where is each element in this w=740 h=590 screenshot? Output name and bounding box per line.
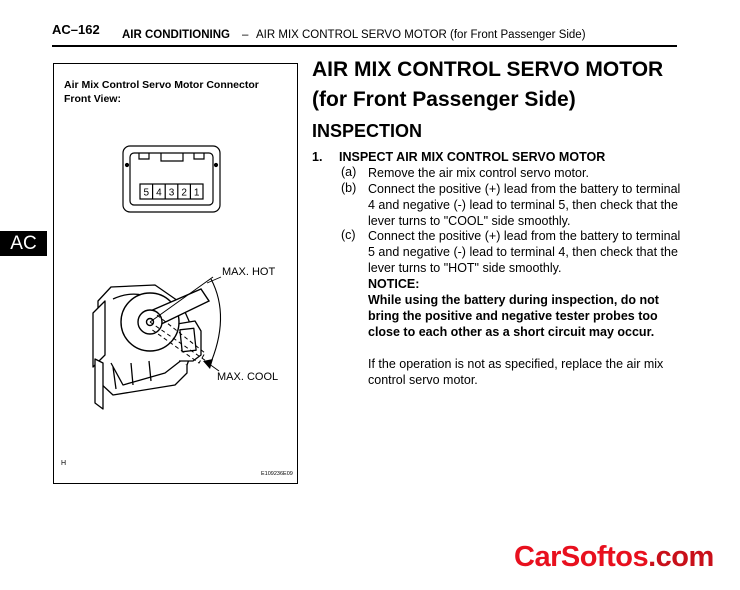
final-instruction: If the operation is not as specified, replace the air mix control servo motor. xyxy=(368,357,664,387)
servo-motor-illustration xyxy=(53,63,298,484)
label-max-cool: MAX. COOL xyxy=(217,371,279,383)
notice-label: NOTICE: xyxy=(368,277,420,291)
header-section: AIR CONDITIONING xyxy=(122,29,230,41)
leader-cool xyxy=(205,361,219,371)
item-label: (b) xyxy=(341,181,357,195)
pin-label: 5 xyxy=(143,187,150,199)
header-subtitle: AIR MIX CONTROL SERVO MOTOR (for Front Passenger Side) xyxy=(256,29,586,41)
figure-caption: Air Mix Control Servo Motor Connector Front View: xyxy=(64,79,259,105)
watermark-name: CarSoftos xyxy=(514,541,649,573)
rotation-arc xyxy=(209,279,221,367)
side-tab: AC xyxy=(0,231,47,256)
pin-label: 4 xyxy=(156,187,162,199)
pin-label: 3 xyxy=(168,187,175,199)
notice-text: While using the battery during inspection, do not bring the positive and negative tester probes too close to each other as a short circuit may occur. xyxy=(368,293,659,339)
item-label: (c) xyxy=(341,228,356,242)
item-text: Remove the air mix control servo motor. xyxy=(368,166,589,180)
pin-label: 2 xyxy=(181,187,187,199)
section-heading: INSPECTION xyxy=(312,121,423,141)
page-number: AC–162 xyxy=(52,22,100,37)
header-rule xyxy=(52,45,677,47)
item-label: (a) xyxy=(341,165,357,179)
label-max-hot: MAX. HOT xyxy=(222,266,276,278)
connector-diagram xyxy=(123,146,220,212)
step-title: INSPECT AIR MIX CONTROL SERVO MOTOR xyxy=(339,150,606,164)
arc-arrow-icon xyxy=(203,359,213,369)
figure-code: E109236E09 xyxy=(261,471,293,477)
page-title: AIR MIX CONTROL SERVO MOTOR (for Front Passenger Side) xyxy=(312,58,664,111)
figure-corner-mark: H xyxy=(61,460,67,467)
step-number: 1. xyxy=(312,150,323,164)
watermark-logo xyxy=(514,541,714,574)
header-dash: – xyxy=(242,29,249,41)
watermark-domain: .com xyxy=(648,541,714,573)
pin-label: 1 xyxy=(193,187,200,199)
item-text: Connect the positive (+) lead from the battery to terminal 4 and negative (-) lead to terminal 5, then check that the lever turns to "COOL" side smoothly. xyxy=(368,182,681,228)
item-text: Connect the positive (+) lead from the battery to terminal 5 and negative (-) lead to terminal 4, then check that the lever turns to "HOT" side smoothly. xyxy=(368,229,681,275)
